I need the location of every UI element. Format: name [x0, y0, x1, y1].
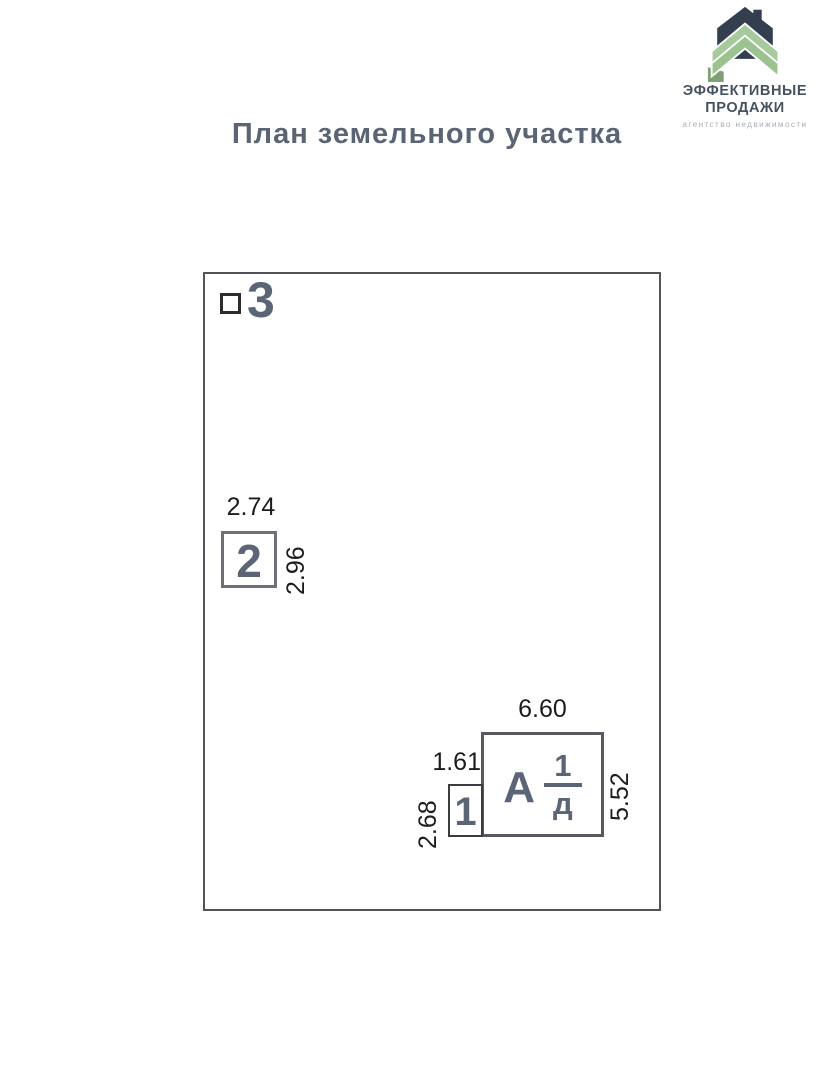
building-storey-type-fraction: [544, 748, 582, 821]
building-width-dimension: 6.60: [518, 695, 567, 723]
structure-2-height-dimension: 2.96: [282, 546, 310, 595]
structure-1-height-dimension: 2.68: [414, 800, 442, 849]
building-letter: А: [503, 762, 536, 812]
building-material-code: д: [544, 783, 582, 818]
brand-logo-block: [660, 6, 830, 129]
structure-2-label: 2: [236, 534, 262, 587]
page-title: План земельного участка: [231, 118, 623, 150]
structure-1-label: 1: [454, 789, 477, 834]
brand-name-line1: ЭФФЕКТИВНЫЕ: [682, 83, 808, 99]
building-height-dimension: 5.52: [606, 772, 634, 821]
brand-tagline: агентство недвижимости: [682, 120, 808, 130]
brand-name: [683, 83, 807, 117]
plot-marker-square-icon: [220, 293, 241, 314]
structure-2-width-dimension: 2.74: [226, 493, 276, 521]
structure-1-box: [448, 784, 483, 837]
building-storeys: 1: [554, 748, 572, 784]
house-arrows-logo-icon: [696, 6, 794, 82]
brand-name-line2: ПРОДАЖИ: [705, 100, 785, 117]
plot-boundary: [203, 272, 661, 911]
structure-2-box: [221, 531, 277, 588]
plot-number: 3: [247, 272, 275, 328]
structure-1-width-dimension: 1.61: [432, 748, 481, 776]
building-a-box: [481, 732, 604, 837]
